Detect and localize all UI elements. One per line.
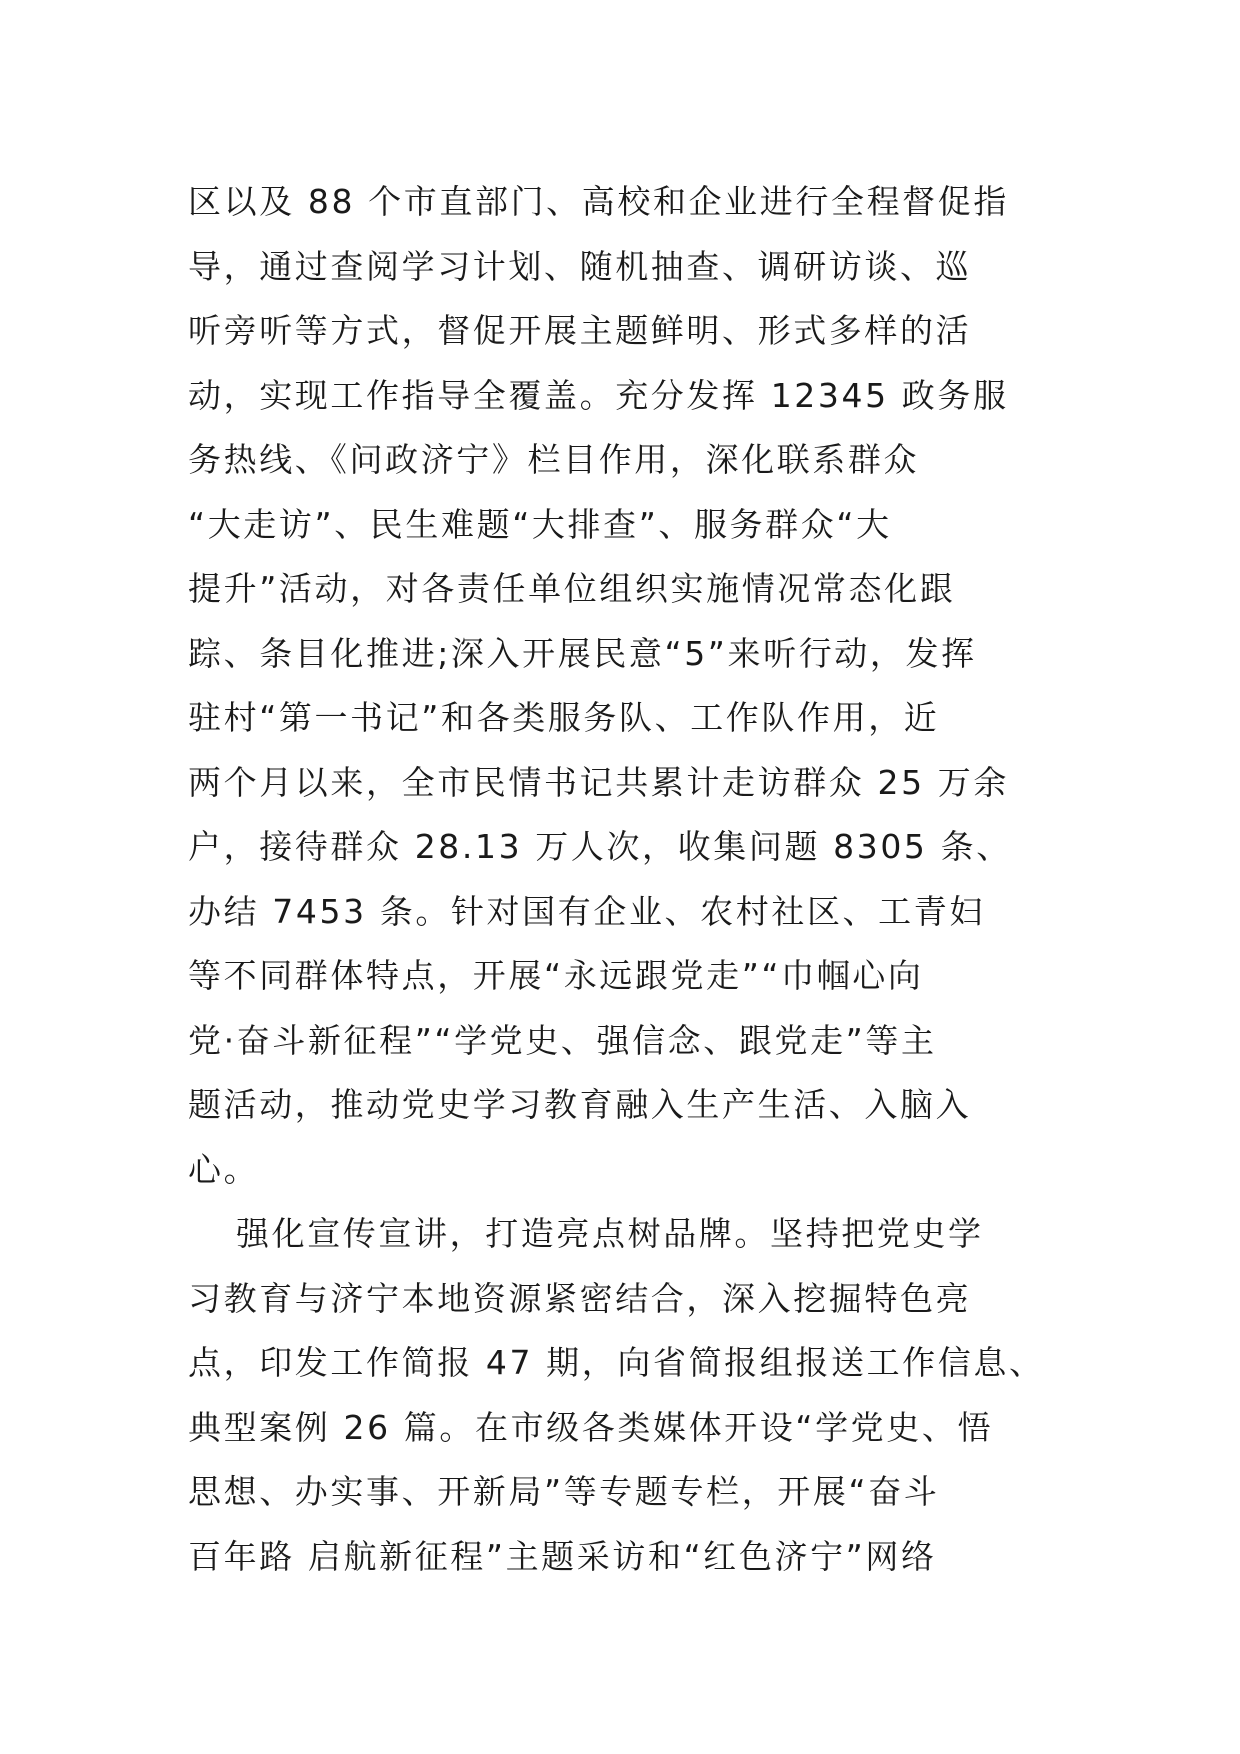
text-line: 务热线、《问政济宁》栏目作用，深化联系群众 [188, 440, 920, 479]
text-line: 心。 [188, 1149, 260, 1189]
text-line: 提升”活动，对各责任单位组织实施情况常态化跟 [188, 569, 956, 608]
text-line: 动，实现工作指导全覆盖。充分发挥 12345 政务服 [188, 375, 1009, 415]
text-line: 等不同群体特点，开展“永远跟党走”“巾帼心向 [188, 956, 924, 995]
text-line: 党·奋斗新征程”“学党史、强信念、跟党走”等主 [188, 1020, 937, 1060]
text-line: 导，通过查阅学习计划、随机抽查、调研访谈、巡 [188, 246, 972, 286]
text-line: 两个月以来，全市民情书记共累计走访群众 25 万余 [188, 762, 1009, 802]
paragraph-1 [188, 170, 1068, 1202]
text-line-first-indented: 强化宣传宣讲，打造亮点树品牌。坚持把党史学 [236, 1214, 984, 1253]
text-line: 百年路 启航新征程”主题采访和“红色济宁”网络 [188, 1536, 937, 1576]
document-body [188, 170, 1068, 1589]
text-line: “大走访”、民生难题“大排查”、服务群众“大 [188, 504, 892, 544]
text-line: 办结 7453 条。针对国有企业、农村社区、工青妇 [188, 891, 985, 931]
text-line: 区以及 88 个市直部门、高校和企业进行全程督促指 [188, 182, 1009, 221]
text-line: 户，接待群众 28.13 万人次，收集问题 8305 条、 [188, 827, 1012, 866]
text-line: 习教育与济宁本地资源紧密结合，深入挖掘特色亮 [188, 1278, 972, 1318]
text-line: 思想、办实事、开新局”等专题专栏，开展“奋斗 [188, 1472, 940, 1511]
text-line: 题活动，推动党史学习教育融入生产生活、入脑入 [188, 1085, 972, 1124]
text-line: 踪、条目化推进;深入开展民意“5”来听行动，发挥 [188, 633, 977, 673]
text-line: 典型案例 26 篇。在市级各类媒体开设“学党史、悟 [188, 1407, 994, 1447]
text-line: 驻村“第一书记”和各类服务队、工作队作用，近 [188, 698, 940, 737]
paragraph-2 [188, 1202, 1068, 1589]
text-line: 听旁听等方式，督促开展主题鲜明、形式多样的活 [188, 311, 972, 350]
text-line: 点，印发工作简报 47 期，向省简报组报送工作信息、 [188, 1343, 1045, 1382]
